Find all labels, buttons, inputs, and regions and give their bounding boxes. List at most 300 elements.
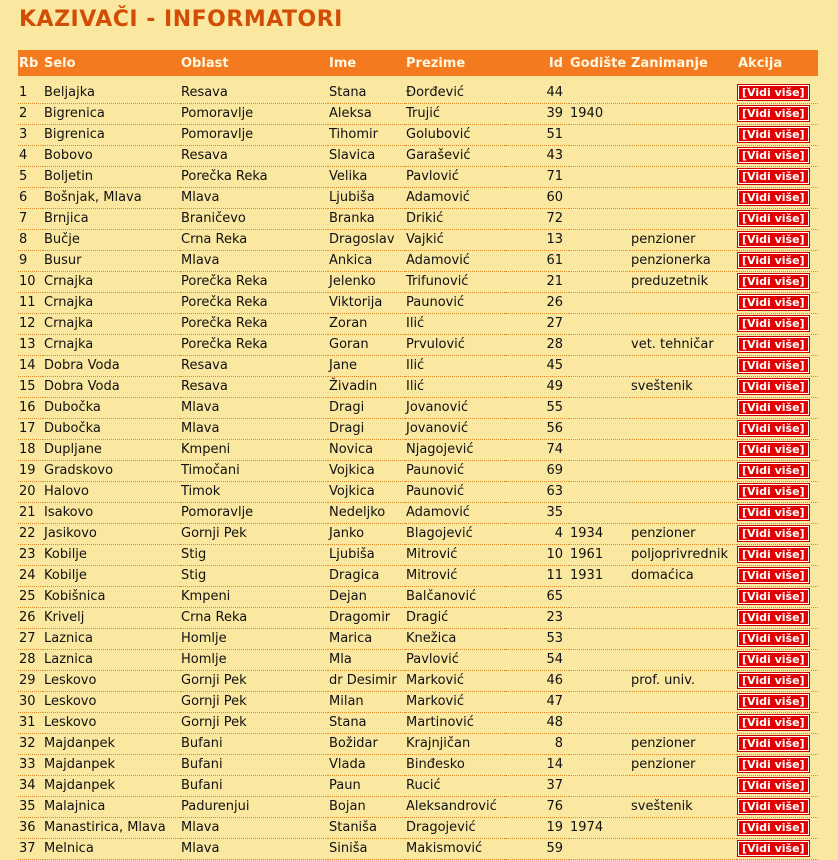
cell-zanimanje [630, 502, 737, 523]
cell-rb: 10 [18, 271, 43, 292]
cell-rb: 31 [18, 712, 43, 733]
cell-oblast: Mlava [180, 838, 328, 859]
cell-godiste [569, 313, 630, 334]
cell-prezime: Pavlović [405, 649, 505, 670]
table-row [18, 439, 818, 460]
cell-rb: 1 [18, 82, 43, 103]
cell-ime: Ljubiša [328, 544, 405, 565]
cell-rb: 15 [18, 376, 43, 397]
cell-id: 37 [505, 775, 569, 796]
table-row [18, 124, 818, 145]
cell-ime: Ljubiša [328, 187, 405, 208]
cell-zanimanje [630, 607, 737, 628]
vidi-vise-button[interactable]: [Vidi više] [738, 589, 809, 604]
vidi-vise-button[interactable]: [Vidi više] [738, 232, 809, 247]
cell-oblast: Stig [180, 544, 328, 565]
vidi-vise-button[interactable]: [Vidi više] [738, 400, 809, 415]
cell-godiste [569, 586, 630, 607]
vidi-vise-button[interactable]: [Vidi više] [738, 190, 809, 205]
table-row [18, 544, 818, 565]
cell-prezime: Njagojević [405, 439, 505, 460]
cell-selo: Crnajka [43, 313, 180, 334]
cell-id: 23 [505, 607, 569, 628]
vidi-vise-button[interactable]: [Vidi više] [738, 568, 809, 583]
cell-rb: 25 [18, 586, 43, 607]
table-row [18, 187, 818, 208]
vidi-vise-button[interactable]: [Vidi više] [738, 484, 809, 499]
cell-akcija [737, 649, 818, 670]
vidi-vise-button[interactable]: [Vidi više] [738, 148, 809, 163]
cell-akcija [737, 313, 818, 334]
cell-oblast: Mlava [180, 397, 328, 418]
cell-id: 8 [505, 733, 569, 754]
cell-prezime: Mitrović [405, 565, 505, 586]
cell-godiste [569, 229, 630, 250]
cell-selo: Dobra Voda [43, 355, 180, 376]
cell-godiste: 1974 [569, 817, 630, 838]
cell-selo: Gradskovo [43, 460, 180, 481]
cell-ime: Branka [328, 208, 405, 229]
cell-godiste [569, 166, 630, 187]
vidi-vise-button[interactable]: [Vidi više] [738, 442, 809, 457]
cell-id: 19 [505, 817, 569, 838]
cell-rb: 8 [18, 229, 43, 250]
cell-selo: Bošnjak, Mlava [43, 187, 180, 208]
cell-godiste [569, 460, 630, 481]
table-row [18, 82, 818, 103]
vidi-vise-button[interactable]: [Vidi više] [738, 757, 809, 772]
vidi-vise-button[interactable]: [Vidi više] [738, 841, 809, 856]
header-ime: Ime [329, 55, 357, 71]
cell-rb: 27 [18, 628, 43, 649]
cell-godiste [569, 292, 630, 313]
cell-zanimanje [630, 439, 737, 460]
table-row [18, 208, 818, 229]
vidi-vise-button[interactable]: [Vidi više] [738, 253, 809, 268]
cell-godiste [569, 502, 630, 523]
cell-id: 39 [505, 103, 569, 124]
cell-godiste [569, 208, 630, 229]
cell-prezime: Jovanović [405, 397, 505, 418]
cell-id: 27 [505, 313, 569, 334]
cell-godiste [569, 439, 630, 460]
cell-akcija [737, 607, 818, 628]
cell-oblast: Porečka Reka [180, 271, 328, 292]
cell-selo: Crnajka [43, 334, 180, 355]
table-row [18, 334, 818, 355]
vidi-vise-button[interactable]: [Vidi više] [738, 820, 809, 835]
table-header-row [18, 50, 818, 76]
cell-oblast: Gornji Pek [180, 691, 328, 712]
vidi-vise-button[interactable]: [Vidi više] [738, 379, 809, 394]
cell-prezime: Trujić [405, 103, 505, 124]
cell-akcija [737, 103, 818, 124]
cell-prezime: Dragojević [405, 817, 505, 838]
vidi-vise-button[interactable]: [Vidi više] [738, 673, 809, 688]
table-row [18, 418, 818, 439]
cell-prezime: Binđesko [405, 754, 505, 775]
cell-godiste [569, 712, 630, 733]
cell-rb: 33 [18, 754, 43, 775]
cell-oblast: Porečka Reka [180, 292, 328, 313]
cell-id: 26 [505, 292, 569, 313]
cell-ime: Milan [328, 691, 405, 712]
cell-zanimanje [630, 481, 737, 502]
vidi-vise-button[interactable]: [Vidi više] [738, 526, 809, 541]
cell-rb: 6 [18, 187, 43, 208]
cell-oblast: Timok [180, 481, 328, 502]
cell-akcija [737, 670, 818, 691]
cell-zanimanje [630, 82, 737, 103]
cell-selo: Bučje [43, 229, 180, 250]
cell-prezime: Trifunović [405, 271, 505, 292]
table-row [18, 712, 818, 733]
vidi-vise-button[interactable]: [Vidi više] [738, 463, 809, 478]
cell-godiste [569, 82, 630, 103]
cell-prezime: Krajnjičan [405, 733, 505, 754]
cell-oblast: Crna Reka [180, 607, 328, 628]
table-row [18, 145, 818, 166]
cell-prezime: Adamović [405, 250, 505, 271]
cell-id: 10 [505, 544, 569, 565]
cell-akcija [737, 628, 818, 649]
cell-zanimanje: vet. tehničar [630, 334, 737, 355]
cell-ime: Mla [328, 649, 405, 670]
cell-ime: Goran [328, 334, 405, 355]
table-row [18, 250, 818, 271]
vidi-vise-button[interactable]: [Vidi više] [738, 547, 809, 562]
cell-akcija [737, 355, 818, 376]
cell-akcija [737, 292, 818, 313]
cell-selo: Krivelj [43, 607, 180, 628]
cell-oblast: Bufani [180, 775, 328, 796]
cell-selo: Bigrenica [43, 124, 180, 145]
cell-selo: Crnajka [43, 292, 180, 313]
vidi-vise-button[interactable]: [Vidi više] [738, 295, 809, 310]
table-row [18, 166, 818, 187]
vidi-vise-button[interactable]: [Vidi više] [738, 631, 809, 646]
vidi-vise-button[interactable]: [Vidi više] [738, 421, 809, 436]
cell-zanimanje [630, 775, 737, 796]
table-row [18, 313, 818, 334]
cell-id: 28 [505, 334, 569, 355]
table-row [18, 565, 818, 586]
cell-zanimanje [630, 292, 737, 313]
cell-godiste [569, 418, 630, 439]
cell-rb: 14 [18, 355, 43, 376]
cell-selo: Brnjica [43, 208, 180, 229]
cell-ime: Dejan [328, 586, 405, 607]
cell-ime: Staniša [328, 817, 405, 838]
header-akcija: Akcija [738, 55, 783, 71]
table-row [18, 775, 818, 796]
cell-zanimanje [630, 817, 737, 838]
cell-rb: 5 [18, 166, 43, 187]
cell-ime: Viktorija [328, 292, 405, 313]
table-row [18, 460, 818, 481]
vidi-vise-button[interactable]: [Vidi više] [738, 694, 809, 709]
vidi-vise-button[interactable]: [Vidi više] [738, 106, 809, 121]
cell-prezime: Jovanović [405, 418, 505, 439]
cell-id: 63 [505, 481, 569, 502]
cell-godiste: 1934 [569, 523, 630, 544]
cell-akcija [737, 544, 818, 565]
cell-prezime: Marković [405, 670, 505, 691]
cell-rb: 23 [18, 544, 43, 565]
cell-rb: 20 [18, 481, 43, 502]
cell-zanimanje [630, 355, 737, 376]
cell-akcija [737, 775, 818, 796]
cell-prezime: Golubović [405, 124, 505, 145]
vidi-vise-button[interactable]: [Vidi više] [738, 715, 809, 730]
cell-selo: Majdanpek [43, 775, 180, 796]
cell-zanimanje [630, 166, 737, 187]
cell-id: 61 [505, 250, 569, 271]
cell-prezime: Adamović [405, 502, 505, 523]
cell-akcija [737, 754, 818, 775]
cell-rb: 12 [18, 313, 43, 334]
vidi-vise-button[interactable]: [Vidi više] [738, 127, 809, 142]
cell-rb: 3 [18, 124, 43, 145]
cell-ime: Vlada [328, 754, 405, 775]
cell-prezime: Aleksandrović [405, 796, 505, 817]
cell-selo: Leskovo [43, 691, 180, 712]
cell-id: 11 [505, 565, 569, 586]
informants-table-container [18, 50, 818, 860]
cell-zanimanje: penzioner [630, 523, 737, 544]
cell-selo: Crnajka [43, 271, 180, 292]
cell-zanimanje [630, 397, 737, 418]
cell-rb: 16 [18, 397, 43, 418]
cell-akcija [737, 439, 818, 460]
cell-id: 21 [505, 271, 569, 292]
cell-rb: 24 [18, 565, 43, 586]
cell-id: 54 [505, 649, 569, 670]
table-row [18, 796, 818, 817]
cell-prezime: Garašević [405, 145, 505, 166]
table-row [18, 649, 818, 670]
cell-zanimanje: domaćica [630, 565, 737, 586]
cell-akcija [737, 796, 818, 817]
cell-oblast: Homlje [180, 628, 328, 649]
cell-zanimanje [630, 586, 737, 607]
cell-akcija [737, 82, 818, 103]
cell-zanimanje: poljoprivrednik [630, 544, 737, 565]
cell-oblast: Resava [180, 355, 328, 376]
cell-ime: Vojkica [328, 460, 405, 481]
cell-ime: Aleksa [328, 103, 405, 124]
table-row [18, 355, 818, 376]
cell-rb: 29 [18, 670, 43, 691]
cell-ime: Dragica [328, 565, 405, 586]
vidi-vise-button[interactable]: [Vidi više] [738, 736, 809, 751]
cell-oblast: Mlava [180, 418, 328, 439]
cell-zanimanje [630, 712, 737, 733]
cell-oblast: Gornji Pek [180, 712, 328, 733]
cell-akcija [737, 271, 818, 292]
vidi-vise-button[interactable]: [Vidi više] [738, 169, 809, 184]
vidi-vise-button[interactable]: [Vidi više] [738, 211, 809, 226]
cell-id: 69 [505, 460, 569, 481]
cell-zanimanje: prof. univ. [630, 670, 737, 691]
table-row [18, 628, 818, 649]
cell-zanimanje [630, 124, 737, 145]
cell-zanimanje [630, 208, 737, 229]
cell-akcija [737, 691, 818, 712]
cell-rb: 13 [18, 334, 43, 355]
cell-zanimanje [630, 418, 737, 439]
cell-rb: 19 [18, 460, 43, 481]
cell-zanimanje: penzionerka [630, 250, 737, 271]
cell-ime: Siniša [328, 838, 405, 859]
cell-godiste [569, 250, 630, 271]
cell-oblast: Kmpeni [180, 586, 328, 607]
cell-prezime: Martinović [405, 712, 505, 733]
cell-selo: Dobra Voda [43, 376, 180, 397]
cell-zanimanje: preduzetnik [630, 271, 737, 292]
table-row [18, 691, 818, 712]
cell-prezime: Ilić [405, 355, 505, 376]
cell-ime: Marica [328, 628, 405, 649]
cell-akcija [737, 145, 818, 166]
table-row [18, 670, 818, 691]
cell-akcija [737, 523, 818, 544]
cell-oblast: Resava [180, 145, 328, 166]
cell-selo: Laznica [43, 649, 180, 670]
cell-oblast: Crna Reka [180, 229, 328, 250]
vidi-vise-button[interactable]: [Vidi više] [738, 799, 809, 814]
vidi-vise-button[interactable]: [Vidi više] [738, 337, 809, 352]
vidi-vise-button[interactable]: [Vidi više] [738, 316, 809, 331]
cell-rb: 34 [18, 775, 43, 796]
cell-ime: Tihomir [328, 124, 405, 145]
table-row [18, 607, 818, 628]
cell-ime: Janko [328, 523, 405, 544]
cell-rb: 11 [18, 292, 43, 313]
vidi-vise-button[interactable]: [Vidi više] [738, 652, 809, 667]
table-row [18, 292, 818, 313]
cell-prezime: Dragić [405, 607, 505, 628]
cell-godiste [569, 355, 630, 376]
cell-rb: 4 [18, 145, 43, 166]
cell-akcija [737, 250, 818, 271]
cell-oblast: Stig [180, 565, 328, 586]
cell-id: 45 [505, 355, 569, 376]
cell-rb: 7 [18, 208, 43, 229]
vidi-vise-button[interactable]: [Vidi više] [738, 778, 809, 793]
cell-zanimanje [630, 628, 737, 649]
cell-oblast: Braničevo [180, 208, 328, 229]
cell-ime: Jelenko [328, 271, 405, 292]
table-row [18, 229, 818, 250]
cell-id: 47 [505, 691, 569, 712]
cell-selo: Bobovo [43, 145, 180, 166]
cell-godiste [569, 733, 630, 754]
cell-godiste [569, 397, 630, 418]
cell-prezime: Marković [405, 691, 505, 712]
cell-selo: Manastirica, Mlava [43, 817, 180, 838]
vidi-vise-button[interactable]: [Vidi više] [738, 85, 809, 100]
cell-akcija [737, 502, 818, 523]
cell-selo: Beljajka [43, 82, 180, 103]
vidi-vise-button[interactable]: [Vidi više] [738, 610, 809, 625]
cell-godiste [569, 271, 630, 292]
cell-oblast: Gornji Pek [180, 670, 328, 691]
cell-zanimanje [630, 187, 737, 208]
vidi-vise-button[interactable]: [Vidi više] [738, 274, 809, 289]
cell-zanimanje [630, 649, 737, 670]
cell-prezime: Drikić [405, 208, 505, 229]
cell-id: 72 [505, 208, 569, 229]
cell-godiste [569, 775, 630, 796]
cell-akcija [737, 817, 818, 838]
cell-prezime: Paunović [405, 292, 505, 313]
cell-akcija [737, 229, 818, 250]
cell-rb: 37 [18, 838, 43, 859]
header-zanimanje: Zanimanje [631, 55, 708, 71]
cell-ime: Stana [328, 82, 405, 103]
cell-selo: Majdanpek [43, 733, 180, 754]
cell-selo: Dupljane [43, 439, 180, 460]
cell-id: 51 [505, 124, 569, 145]
cell-zanimanje: penzioner [630, 754, 737, 775]
vidi-vise-button[interactable]: [Vidi više] [738, 358, 809, 373]
vidi-vise-button[interactable]: [Vidi više] [738, 505, 809, 520]
cell-id: 76 [505, 796, 569, 817]
cell-akcija [737, 166, 818, 187]
cell-ime: Božidar [328, 733, 405, 754]
cell-godiste: 1940 [569, 103, 630, 124]
cell-selo: Dubočka [43, 418, 180, 439]
cell-ime: Dragi [328, 397, 405, 418]
cell-selo: Kobišnica [43, 586, 180, 607]
cell-id: 46 [505, 670, 569, 691]
cell-rb: 36 [18, 817, 43, 838]
header-oblast: Oblast [181, 55, 229, 71]
header-godiste: Godište [570, 55, 627, 71]
cell-oblast: Porečka Reka [180, 313, 328, 334]
cell-oblast: Pomoravlje [180, 103, 328, 124]
cell-selo: Busur [43, 250, 180, 271]
cell-godiste [569, 607, 630, 628]
cell-zanimanje [630, 313, 737, 334]
cell-rb: 35 [18, 796, 43, 817]
table-row [18, 376, 818, 397]
cell-selo: Melnica [43, 838, 180, 859]
cell-oblast: Porečka Reka [180, 334, 328, 355]
cell-oblast: Resava [180, 82, 328, 103]
cell-prezime: Đorđević [405, 82, 505, 103]
cell-id: 59 [505, 838, 569, 859]
cell-ime: Slavica [328, 145, 405, 166]
cell-rb: 30 [18, 691, 43, 712]
cell-rb: 26 [18, 607, 43, 628]
cell-akcija [737, 565, 818, 586]
cell-akcija [737, 376, 818, 397]
cell-prezime: Mitrović [405, 544, 505, 565]
table-row [18, 397, 818, 418]
cell-ime: Ankica [328, 250, 405, 271]
cell-akcija [737, 124, 818, 145]
cell-id: 14 [505, 754, 569, 775]
table-row [18, 502, 818, 523]
cell-akcija [737, 334, 818, 355]
cell-ime: Nedeljko [328, 502, 405, 523]
cell-prezime: Paunović [405, 460, 505, 481]
cell-ime: dr Desimir [328, 670, 405, 691]
page-title: KAZIVAČI - INFORMATORI [19, 7, 343, 32]
cell-ime: Vojkica [328, 481, 405, 502]
